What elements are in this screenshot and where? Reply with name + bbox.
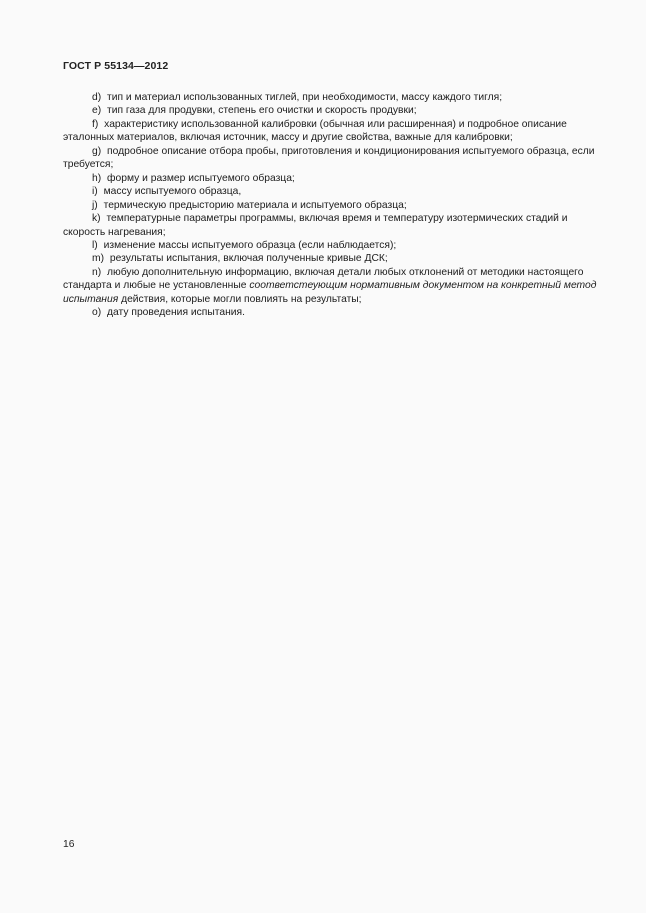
item-label: е): [92, 105, 102, 117]
item-text-italic: соответстеующим нормативным документом на конкретный метод испытания: [63, 280, 597, 305]
item-label: i): [92, 186, 98, 198]
list-item-n: [63, 266, 599, 306]
item-text: любую дополнительную информацию, включая детали любых отклонений от методики настоящего стандарта и любые не установленные: [63, 266, 584, 292]
item-label: j): [92, 199, 98, 211]
list-item-d: [63, 91, 599, 104]
item-text: тип и материал использованных тиглей, при необходимости, массу каждого тигля;: [107, 92, 503, 103]
item-text: действия, которые могли повлиять на результаты;: [118, 293, 362, 305]
item-text: изменение массы испытуемого образца (если наблюдается);: [103, 239, 397, 251]
page-number: 16: [63, 839, 75, 850]
item-label: f): [92, 118, 99, 130]
list-item-k: [63, 212, 599, 239]
list-item-i: [63, 185, 599, 198]
list-item-e: [63, 104, 599, 117]
item-text: тип газа для продувки, степень его очистки и скорость продувки;: [107, 105, 417, 117]
item-label: d): [92, 92, 102, 103]
item-text: подробное описание отбора пробы, приготовления и кондиционирования испытуемого образца, если требуется;: [63, 145, 595, 171]
list-item-m: [63, 252, 599, 265]
item-label: g): [92, 145, 102, 157]
list-item-f: [63, 118, 599, 145]
item-text: дату проведения испытания.: [107, 307, 245, 319]
document-body: [63, 91, 599, 320]
item-label: l): [92, 239, 98, 251]
standard-designation: ГОСТ Р 55134—2012: [63, 60, 169, 72]
item-text: термическую предысторию материала и испытуемого образца;: [103, 199, 407, 211]
item-label: n): [92, 266, 102, 278]
document-header: [63, 60, 168, 72]
item-text: температурные параметры программы, включая время и температуру изотермических стадий и скорость нагревания;: [63, 213, 568, 238]
item-text: форму и размер испытуемого образца;: [107, 172, 295, 184]
item-label: m): [92, 253, 105, 265]
item-label: h): [92, 172, 102, 184]
item-text: результаты испытания, включая полученные кривые ДСК;: [109, 253, 388, 265]
list-item-h: [63, 172, 599, 185]
list-item-o: [63, 306, 599, 319]
list-item-j: [63, 199, 599, 212]
item-label: о): [92, 307, 102, 319]
item-text: характеристику использованной калибровки (обычная или расширенная) и подробное описание эталонных материалов, включая источник, массу и другие свойства, важные для калибровки;: [63, 118, 567, 144]
item-text: массу испытуемого образца,: [103, 186, 242, 198]
list-item-l: [63, 239, 599, 252]
list-item-g: [63, 145, 599, 172]
item-label: k): [92, 213, 101, 225]
